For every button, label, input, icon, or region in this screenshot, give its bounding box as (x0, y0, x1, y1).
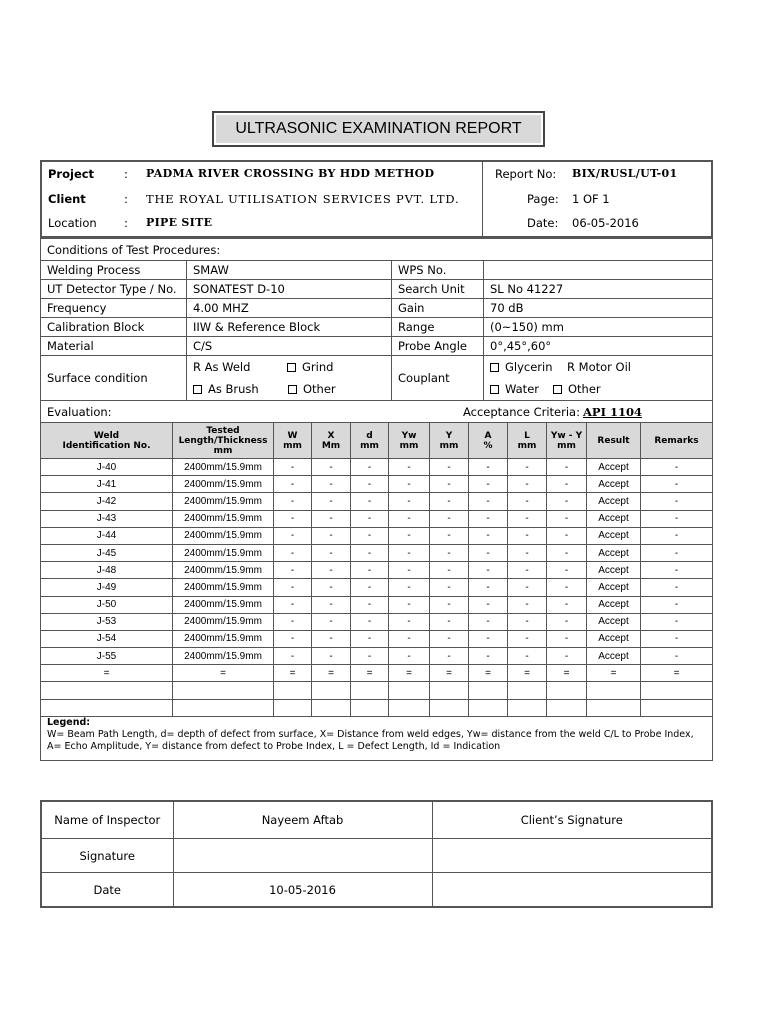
client-date-field[interactable] (432, 873, 712, 908)
table-cell: - (547, 648, 587, 665)
table-cell: J-41 (41, 476, 173, 493)
table-cell: 2400mm/15.9mm (173, 630, 274, 647)
table-cell: - (430, 510, 469, 527)
report-no-value: BIX/RUSL/UT-01 (572, 167, 678, 180)
table-cell: Accept (587, 544, 641, 561)
column-header: L mm (508, 423, 547, 459)
table-cell: - (430, 648, 469, 665)
table-cell: - (389, 459, 430, 476)
table-cell: - (469, 579, 508, 596)
table-cell: - (312, 459, 351, 476)
table-cell: - (547, 562, 587, 579)
table-cell (641, 682, 713, 699)
table-cell: 2400mm/15.9mm (173, 544, 274, 561)
couplant-glycerin: Glycerin (505, 360, 553, 374)
column-header: Tested Length/Thickness mm (173, 423, 274, 459)
project-label: Project (48, 167, 95, 181)
couplant-motor-oil: R Motor Oil (567, 360, 631, 374)
table-cell: = (274, 665, 312, 682)
evaluation-label: Evaluation: (47, 404, 112, 419)
signature-label: Signature (41, 839, 173, 873)
legend-title: Legend: (47, 717, 91, 728)
table-cell: - (430, 630, 469, 647)
client-value: THE ROYAL UTILISATION SERVICES PVT. LTD. (146, 192, 460, 206)
table-cell: - (547, 493, 587, 510)
surface-other: Other (303, 382, 336, 396)
table-cell: - (469, 562, 508, 579)
table-cell: - (312, 596, 351, 613)
page-value: 1 OF 1 (572, 192, 610, 206)
table-cell: - (641, 510, 713, 527)
table-row (41, 476, 713, 493)
table-cell: - (389, 493, 430, 510)
couplant-label: Couplant (392, 356, 484, 401)
table-cell: - (351, 544, 389, 561)
table-cell: - (469, 613, 508, 630)
table-cell: Accept (587, 579, 641, 596)
table-cell: Accept (587, 493, 641, 510)
table-cell (508, 682, 547, 699)
table-cell (547, 682, 587, 699)
table-cell: 2400mm/15.9mm (173, 562, 274, 579)
table-cell: - (274, 459, 312, 476)
table-cell: = (547, 665, 587, 682)
table-cell: 2400mm/15.9mm (173, 493, 274, 510)
table-cell: - (274, 579, 312, 596)
table-cell: Accept (587, 476, 641, 493)
column-header: Y mm (430, 423, 469, 459)
table-cell: - (274, 630, 312, 647)
table-cell: = (351, 665, 389, 682)
table-cell: - (641, 527, 713, 544)
table-cell: - (351, 493, 389, 510)
range-value: (0~150) mm (484, 318, 713, 337)
frequency-label: Frequency (41, 299, 187, 318)
location-label: Location (48, 216, 97, 230)
table-cell: - (641, 613, 713, 630)
table-cell: = (389, 665, 430, 682)
table-cell: = (312, 665, 351, 682)
table-cell: - (312, 630, 351, 647)
table-cell (389, 682, 430, 699)
table-row (41, 648, 713, 665)
table-cell: - (430, 476, 469, 493)
table-row (41, 459, 713, 476)
table-cell: - (274, 527, 312, 544)
gain-label: Gain (392, 299, 484, 318)
welding-process-value: SMAW (187, 261, 392, 280)
table-cell: - (469, 476, 508, 493)
date-label: Date (41, 873, 173, 908)
gain-value: 70 dB (484, 299, 713, 318)
table-cell: - (351, 596, 389, 613)
probe-angle-label: Probe Angle (392, 337, 484, 356)
table-cell: J-40 (41, 459, 173, 476)
table-cell: - (312, 493, 351, 510)
table-cell: - (508, 648, 547, 665)
table-cell: 2400mm/15.9mm (173, 527, 274, 544)
table-cell: - (547, 596, 587, 613)
table-cell: - (389, 476, 430, 493)
checkbox-icon[interactable] (193, 385, 202, 394)
column-header: Remarks (641, 423, 713, 459)
colon: : (124, 192, 128, 206)
table-cell: - (469, 493, 508, 510)
signoff-table (40, 800, 713, 908)
table-header-row (41, 423, 713, 459)
conditions-heading: Conditions of Test Procedures: (41, 239, 713, 261)
checkbox-icon[interactable] (287, 363, 296, 372)
table-cell: - (641, 476, 713, 493)
table-cell: 2400mm/15.9mm (173, 579, 274, 596)
table-cell: J-53 (41, 613, 173, 630)
table-row (41, 596, 713, 613)
date-label: Date: (527, 216, 559, 230)
table-cell: - (389, 510, 430, 527)
range-label: Range (392, 318, 484, 337)
table-row (41, 527, 713, 544)
table-cell (173, 682, 274, 699)
table-cell (274, 682, 312, 699)
table-cell: - (469, 459, 508, 476)
table-cell: - (312, 544, 351, 561)
colon: : (124, 216, 128, 230)
table-cell: - (430, 493, 469, 510)
table-cell: Accept (587, 459, 641, 476)
table-cell: - (430, 596, 469, 613)
project-value: PADMA RIVER CROSSING BY HDD METHOD (146, 167, 435, 180)
table-cell: - (508, 476, 547, 493)
table-cell: - (469, 544, 508, 561)
location-value: PIPE SITE (146, 216, 213, 229)
table-cell: - (351, 630, 389, 647)
table-cell: - (312, 613, 351, 630)
table-cell: Accept (587, 527, 641, 544)
table-cell: - (389, 648, 430, 665)
table-cell: J-54 (41, 630, 173, 647)
surface-as-brush: As Brush (208, 382, 259, 396)
table-cell: - (274, 613, 312, 630)
table-row (41, 665, 713, 682)
surface-grind: Grind (302, 360, 334, 374)
table-cell: - (274, 596, 312, 613)
table-cell: = (469, 665, 508, 682)
table-cell: - (547, 510, 587, 527)
table-cell: - (547, 476, 587, 493)
table-cell: 2400mm/15.9mm (173, 476, 274, 493)
report-header (40, 160, 713, 238)
table-cell: 2400mm/15.9mm (173, 648, 274, 665)
table-cell: - (641, 562, 713, 579)
table-cell: - (274, 476, 312, 493)
client-signature-field[interactable] (432, 839, 712, 873)
table-cell: - (547, 579, 587, 596)
colon: : (124, 167, 128, 181)
table-cell: J-42 (41, 493, 173, 510)
table-cell: = (430, 665, 469, 682)
table-cell: - (389, 596, 430, 613)
table-cell: - (508, 527, 547, 544)
table-cell: - (274, 562, 312, 579)
table-cell (312, 682, 351, 699)
column-header: Result (587, 423, 641, 459)
table-cell: - (389, 579, 430, 596)
table-cell: Accept (587, 613, 641, 630)
table-cell: - (508, 613, 547, 630)
checkbox-icon[interactable] (553, 385, 562, 394)
table-cell: = (587, 665, 641, 682)
checkbox-icon[interactable] (490, 363, 499, 372)
table-cell: - (641, 648, 713, 665)
table-cell: - (469, 648, 508, 665)
table-cell: - (430, 562, 469, 579)
table-cell: - (508, 630, 547, 647)
table-row (41, 544, 713, 561)
signature-field[interactable] (173, 839, 432, 873)
acceptance-value: API 1104 (583, 405, 642, 419)
table-cell (41, 682, 173, 699)
table-cell: = (508, 665, 547, 682)
table-cell: - (351, 562, 389, 579)
table-cell: - (469, 510, 508, 527)
table-cell: J-50 (41, 596, 173, 613)
table-cell (587, 682, 641, 699)
table-cell: 2400mm/15.9mm (173, 596, 274, 613)
table-cell: 2400mm/15.9mm (173, 613, 274, 630)
table-cell: - (508, 579, 547, 596)
couplant-options (484, 356, 713, 401)
material-value: C/S (187, 337, 392, 356)
table-cell: - (312, 579, 351, 596)
table-cell: - (469, 527, 508, 544)
page-label: Page: (527, 192, 559, 206)
calibration-label: Calibration Block (41, 318, 187, 337)
table-cell: - (547, 613, 587, 630)
table-cell: - (508, 544, 547, 561)
acceptance-label: Acceptance Criteria: (463, 405, 580, 419)
surface-as-weld: R As Weld (193, 360, 251, 374)
table-cell: - (641, 544, 713, 561)
table-cell: Accept (587, 562, 641, 579)
table-cell (430, 682, 469, 699)
column-header: d mm (351, 423, 389, 459)
table-cell: - (274, 510, 312, 527)
date-value: 06-05-2016 (572, 216, 639, 230)
column-header: A % (469, 423, 508, 459)
table-row (41, 613, 713, 630)
table-row (41, 682, 713, 699)
table-cell: J-44 (41, 527, 173, 544)
table-cell: J-55 (41, 648, 173, 665)
signoff-date-value: 10-05-2016 (173, 873, 432, 908)
client-signature-label: Client’s Signature (432, 801, 712, 839)
table-cell: - (641, 493, 713, 510)
legend (40, 714, 713, 761)
table-cell: - (430, 579, 469, 596)
table-cell: - (641, 630, 713, 647)
table-cell: - (430, 544, 469, 561)
material-label: Material (41, 337, 187, 356)
welding-process-label: Welding Process (41, 261, 187, 280)
table-cell: = (173, 665, 274, 682)
ut-detector-value: SONATEST D-10 (187, 280, 392, 299)
table-cell: 2400mm/15.9mm (173, 459, 274, 476)
table-cell: Accept (587, 596, 641, 613)
table-cell: - (389, 544, 430, 561)
table-cell: - (389, 527, 430, 544)
surface-options (187, 356, 392, 401)
table-cell: - (351, 510, 389, 527)
table-row (41, 579, 713, 596)
table-cell: - (389, 562, 430, 579)
table-cell: J-48 (41, 562, 173, 579)
column-header: X Mm (312, 423, 351, 459)
table-row (41, 510, 713, 527)
table-cell: - (547, 544, 587, 561)
table-cell: J-49 (41, 579, 173, 596)
table-cell: - (274, 648, 312, 665)
checkbox-icon[interactable] (490, 385, 499, 394)
table-cell: - (430, 527, 469, 544)
inspector-label: Name of Inspector (41, 801, 173, 839)
table-cell: - (351, 527, 389, 544)
search-unit-label: Search Unit (392, 280, 484, 299)
conditions-table (40, 238, 713, 423)
table-cell: - (430, 613, 469, 630)
table-cell (351, 682, 389, 699)
table-cell: - (312, 476, 351, 493)
inspector-value: Nayeem Aftab (173, 801, 432, 839)
table-cell: - (351, 579, 389, 596)
table-row (41, 630, 713, 647)
table-cell: - (508, 459, 547, 476)
table-cell: - (389, 630, 430, 647)
table-cell: Accept (587, 630, 641, 647)
table-cell: 2400mm/15.9mm (173, 510, 274, 527)
table-cell: - (547, 630, 587, 647)
couplant-water: Water (505, 382, 539, 396)
table-cell: - (508, 562, 547, 579)
results-table (40, 422, 713, 717)
table-cell: Accept (587, 510, 641, 527)
client-label: Client (48, 192, 86, 206)
table-cell: - (312, 510, 351, 527)
table-cell: - (312, 562, 351, 579)
table-cell: - (351, 648, 389, 665)
column-header: Yw - Y mm (547, 423, 587, 459)
table-cell: - (274, 544, 312, 561)
table-cell: - (508, 493, 547, 510)
table-cell: = (641, 665, 713, 682)
table-cell: - (351, 459, 389, 476)
table-cell: - (389, 613, 430, 630)
table-cell: - (274, 493, 312, 510)
table-cell: J-43 (41, 510, 173, 527)
report-no-label: Report No: (495, 167, 557, 181)
table-cell: - (430, 459, 469, 476)
column-header: Weld Identification No. (41, 423, 173, 459)
table-cell (469, 682, 508, 699)
search-unit-value: SL No 41227 (484, 280, 713, 299)
wps-label: WPS No. (392, 261, 484, 280)
table-cell: - (641, 579, 713, 596)
evaluation-row (41, 401, 713, 423)
table-row (41, 562, 713, 579)
calibration-value: IIW & Reference Block (187, 318, 392, 337)
table-cell: - (351, 613, 389, 630)
frequency-value: 4.00 MHZ (187, 299, 392, 318)
column-header: W mm (274, 423, 312, 459)
checkbox-icon[interactable] (288, 385, 297, 394)
table-cell: = (41, 665, 173, 682)
table-cell: Accept (587, 648, 641, 665)
table-cell: - (469, 630, 508, 647)
table-cell: J-45 (41, 544, 173, 561)
table-row (41, 493, 713, 510)
report-title: ULTRASONIC EXAMINATION REPORT (212, 111, 545, 147)
couplant-other: Other (568, 382, 601, 396)
table-cell: - (312, 527, 351, 544)
table-cell: - (508, 596, 547, 613)
wps-value (484, 261, 713, 280)
table-cell: - (469, 596, 508, 613)
surface-label: Surface condition (41, 356, 187, 401)
table-cell: - (641, 459, 713, 476)
table-cell: - (508, 510, 547, 527)
ut-detector-label: UT Detector Type / No. (41, 280, 187, 299)
table-cell: - (641, 596, 713, 613)
column-header: Yw mm (389, 423, 430, 459)
table-cell: - (547, 527, 587, 544)
table-cell: - (312, 648, 351, 665)
table-cell: - (351, 476, 389, 493)
table-cell: - (547, 459, 587, 476)
legend-text: W= Beam Path Length, d= depth of defect from surface, X= Distance from weld edges, Yw= distance from the weld C/L to Probe Index, A= Echo Amplitude, Y= distance from defect to Probe Index, L = Defect Length, Id = Indication (47, 729, 694, 752)
probe-angle-value: 0°,45°,60° (484, 337, 713, 356)
